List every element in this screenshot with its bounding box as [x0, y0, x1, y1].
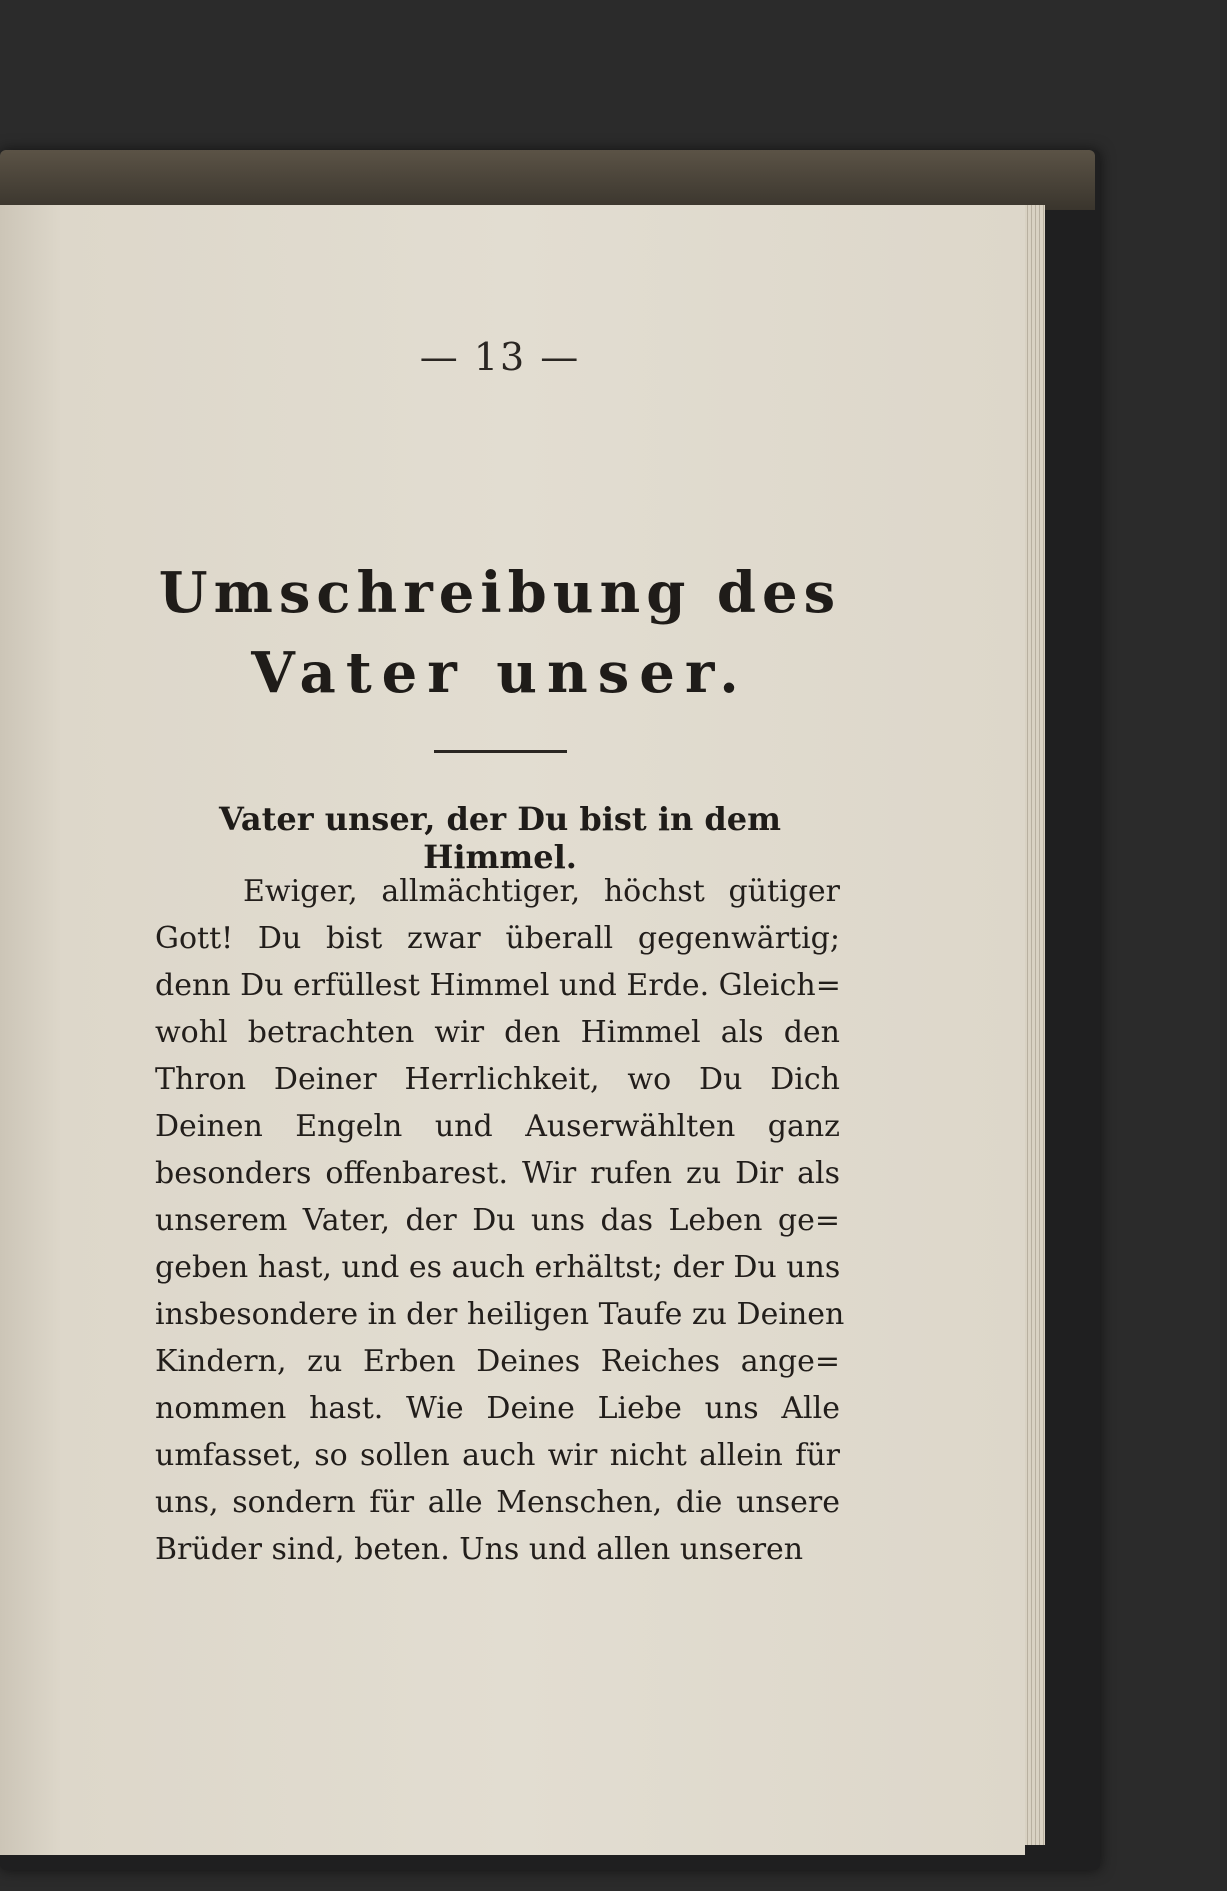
text-line: Ewiger, allmächtiger, höchst gütiger	[243, 874, 840, 909]
book-cover-top-edge	[0, 150, 1095, 210]
text-line: unserem Vater, der Du uns das Leben ge=	[155, 1203, 840, 1238]
text-line: Deinen Engeln und Auserwählten ganz	[155, 1109, 840, 1144]
page-number: — 13 —	[419, 335, 581, 379]
text-line: geben hast, und es auch erhältst; der Du uns	[155, 1250, 841, 1285]
text-line: uns, sondern für alle Menschen, die unsere	[155, 1485, 840, 1520]
text-line: besonders offenbarest. Wir rufen zu Dir als	[155, 1156, 840, 1191]
chapter-title-line-2: Vater unser.	[251, 640, 749, 706]
text-line: nommen hast. Wie Deine Liebe uns Alle	[155, 1391, 840, 1426]
section-subheading: Vater unser, der Du bist in dem Himmel.	[219, 800, 781, 876]
body-text	[155, 868, 845, 1573]
title-divider	[434, 750, 567, 753]
text-line: Brüder sind, beten. Uns und allen unseren	[155, 1532, 804, 1567]
chapter-title-line-1: Umschreibung des	[158, 560, 842, 626]
text-line: Kindern, zu Erben Deines Reiches ange=	[155, 1344, 840, 1379]
text-line: insbesondere in der heiligen Taufe zu Deinen	[155, 1297, 845, 1332]
text-line: Gott! Du bist zwar überall gegenwärtig;	[155, 921, 840, 956]
text-line: Thron Deiner Herrlichkeit, wo Du Dich	[155, 1062, 840, 1097]
text-line: umfasset, so sollen auch wir nicht allein für	[155, 1438, 840, 1473]
text-line: denn Du erfüllest Himmel und Erde. Gleich=	[155, 968, 841, 1003]
text-line: wohl betrachten wir den Himmel als den	[155, 1015, 840, 1050]
